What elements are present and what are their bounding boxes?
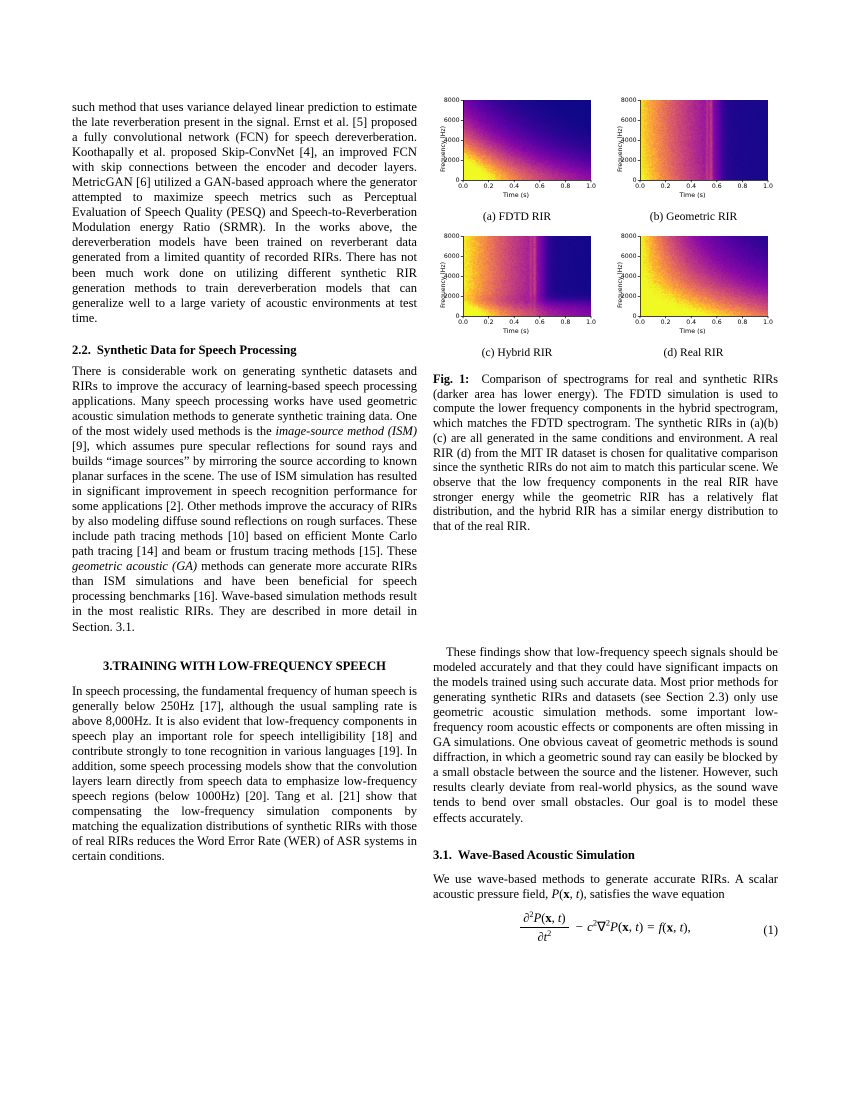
term-image-source-method: image-source method (ISM) (275, 423, 418, 438)
panel-c-hybrid (433, 232, 601, 359)
equation-body (433, 911, 778, 946)
section-number: 3.1. (433, 847, 452, 862)
paragraph-findings: These findings show that low-frequency speech signals should be modeled accurately and that they could have significant impacts on the models trained using such accurate data. Most prior methods for generating synthetic RIRs and datasets (see Section 2.3) only use geometric acoustic simulation methods. some important low-frequency room acoustic effects or components are often missing in GA simulations. One obvious caveat of geometric methods is sound diffraction, in which a geometric sound ray can easily be blocked by a small obstacle between the source and the listener. However, such results clearly deviate from real-world physics, as the sound wave tends to bend over small obstacles. Our goal is to model these effects accurately. (433, 645, 778, 825)
paragraph-wave-based (433, 872, 778, 902)
para-part-1: There is considerable work on generating synthetic datasets and RIRs to improve the accuracy of learning-based speech processing applications. Many speech processing works have used geometric acoustic simulation methods to generate synthetic training data. One of the most widely used methods is the (72, 363, 417, 438)
panel-a-fdtd (433, 96, 601, 223)
panel-b-geometric (610, 96, 778, 223)
figure-caption-separator: : (465, 372, 470, 386)
subcaption-c: (c) Hybrid RIR (481, 346, 553, 359)
inline-math-pressure-field: P (551, 886, 560, 901)
axis-label-y-b: Frequency (Hz) (616, 126, 624, 172)
section-heading-3-1 (433, 848, 778, 863)
inline-math-args: (x, t) (559, 886, 584, 901)
equation-fraction (520, 910, 568, 945)
equation-denominator: $\partial t^2$ (537, 928, 552, 944)
spectrogram-b-plot (610, 96, 778, 208)
term-geometric-acoustic: geometric acoustic (GA) (72, 559, 198, 574)
wave-part-2: , satisfies the wave equation (583, 886, 725, 901)
figure-1 (433, 96, 778, 534)
equation-equals: = (647, 919, 655, 935)
section-heading-2-2 (72, 343, 417, 358)
equation-laplacian-term: $c^2\nabla^2P(x$, t) (587, 918, 644, 935)
paragraph-low-frequency: In speech processing, the fundamental frequency of human speech is generally below 250Hz [17], although the usual sampling rate is above 8,000Hz. It is also evident that low-frequency components in speech play an important role for speech intelligibility [18] and contribute strongly to tone recognition in various languages [19]. In addition, some speech processing models show that the convolution layers learn directly from speech data to emphasize low-frequency speech regions (below 1000Hz) [20]. Tang et al. [21] show that compensating the low-frequency simulation components by matching the equalization distributions of synthetic RIRs with those of real RIRs reduces the Word Error Rate (WER) of ASR systems in certain conditions. (72, 683, 417, 864)
equation-numerator: ∂$^2$P(x, t) (520, 910, 568, 928)
spectrogram-a-plot (433, 96, 601, 208)
axis-label-y-a: Frequency (Hz) (440, 126, 447, 172)
panel-d-real (610, 232, 778, 359)
para-part-3: methods can generate more accurate RIRs than ISM simulations and have been beneficial for speech processing benchmarks [16]. Wave-based simulation methods result in the most realistic RIRs. They are described in more detail in Section. 3.1. (72, 559, 417, 634)
right-column (433, 645, 778, 951)
axis-label-y-d: Frequency (Hz) (616, 262, 624, 308)
subcaption-d: (d) Real RIR (663, 346, 724, 359)
spectrogram-c-plot (433, 232, 601, 344)
spectrogram-d-plot (610, 232, 778, 344)
axis-label-x-c: Time (s) (503, 327, 529, 335)
figure-caption-text: Comparison of spectrograms for real and synthetic RIRs (darker area has lower energy). The FDTD simulation is used to compute the lower frequency components in the hybrid spectrogram, which matches the FDTD spectrogram. The synthetic RIRs in (a)(b)(c) are all generated in the same conditions and environment. A real RIR (d) from the MIT IR dataset is chosen for qualitative comparison since the synthetic RIRs do not aim to match this particular scene. We observe that the low frequency components in the real RIR have stronger energy while the geometric RIR has a relatively flat distribution, and the hybrid RIR has a similar energy distribution to that of the real RIR. (433, 372, 778, 534)
axis-label-x-d: Time (s) (679, 327, 706, 335)
axis-label-x-a: Time (s) (503, 191, 529, 199)
paragraph-continued: such method that uses variance delayed linear prediction to estimate the late reverberation present in the signal. Ernst et al. [5] proposed a fully convolutional network (FCN) for speech dereverberation. Koothapally et al. proposed Skip-ConvNet [4], an improved FCN with skip connections between the encoder and decoder layers. MetricGAN [6] utilized a GAN-based approach where the generator attempted to maximize speech metrics such as Perceptual Evaluation of Speech Quality (PESQ) and Speech-to-Reverberation Modulation energy Ratio (SRMR). In the works above, the dereverberation models have been trained on reverberant data generated from a limited quantity of recorded RIRs. There has not been much work done on utilizing different synthetic RIR generation methods to train dereverberation models that can generalize well to a large variety of acoustic environments at test time. (72, 100, 417, 325)
equation-source-term: f(x, t), (658, 919, 691, 935)
equation-1 (433, 911, 778, 951)
subcaption-b: (b) Geometric RIR (649, 210, 738, 223)
section-heading-3 (72, 659, 417, 674)
subcaption-a: (a) FDTD RIR (482, 210, 552, 223)
figure-caption (433, 372, 778, 534)
section-title: Wave-Based Acoustic Simulation (457, 847, 635, 862)
section-number: 2.2. (72, 342, 91, 357)
equation-number: (1) (763, 922, 778, 937)
section-title: TRAINING WITH LOW-FREQUENCY SPEECH (112, 658, 386, 673)
paragraph-synthetic-data (72, 364, 417, 635)
axis-label-y-c: Frequency (Hz) (440, 262, 447, 308)
axis-label-x-b: Time (s) (679, 191, 706, 199)
section-number: 3. (103, 658, 113, 673)
spectrogram-grid (433, 96, 778, 359)
left-column (72, 100, 417, 864)
para-part-2: [9], which assumes pure specular reflections for sound rays and builds “image sources” by mirroring the source according to known planar surfaces in the scene. The use of ISM simulation has resulted in significant improvement in speech recognition performance for some applications [2]. Other methods improve the accuracy of RIRs by also modeling diffuse sound reflections on rough surfaces. These include path tracing methods [10] based on efficient Monte Carlo path tracing [14] and beam or frustum tracing methods [15]. These (72, 438, 417, 559)
equation-minus-operator: − (575, 919, 584, 935)
figure-label: Fig. 1 (433, 372, 466, 386)
wave-part-1: We use wave-based methods to generate accurate RIRs. A scalar acoustic pressure field, (433, 871, 778, 901)
section-title: Synthetic Data for Speech Processing (96, 342, 297, 357)
